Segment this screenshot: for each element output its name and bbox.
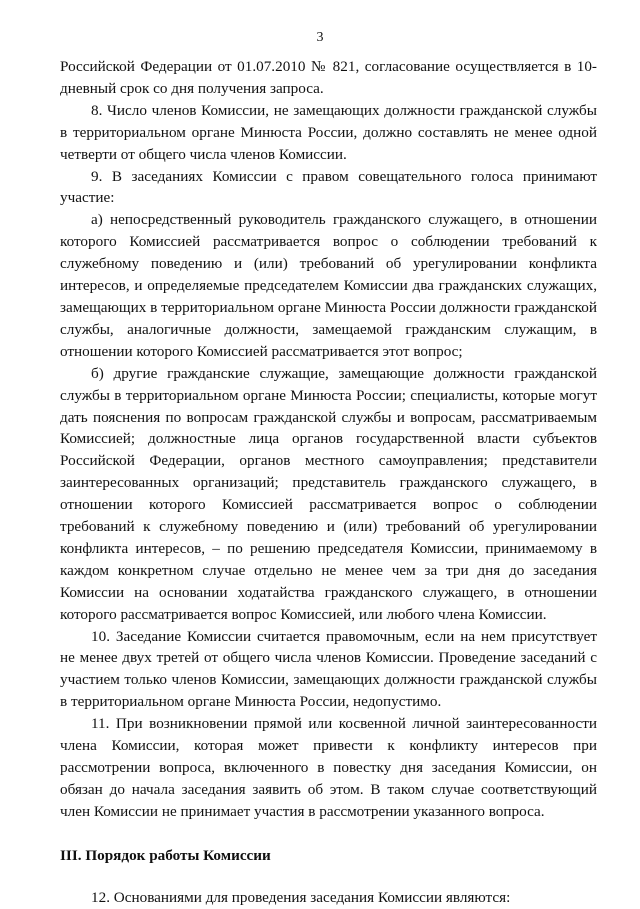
paragraph-9b: б) другие гражданские служащие, замещающие должности гражданской службы в территориальном органе Минюста России; специалисты, которые могут дать пояснения по вопросам гражданской службы и вопросам, рассматриваемым Комиссией; должностные лица органов государственной власти субъектов Российской Федерации, органов местного самоуправления; представители заинтересованных организаций; представитель гражданского служащего, в отношении которого Комиссией рассматривается вопрос о соблюдении требований к служебному поведению и (или) требований об урегулировании конфликта интересов, – по решению председателя Комиссии, принимаемому в каждом конкретном случае отдельно не менее чем за три дня до заседания Комиссии на основании ходатайства гражданского служащего, в отношении которого рассматривается вопрос Комиссией, или любого члена Комиссии. — [60, 364, 597, 623]
section-heading: III. Порядок работы Комиссии — [60, 846, 271, 864]
paragraph-10: 10. Заседание Комиссии считается правомочным, если на нем присутствует не менее двух третей от общего числа членов Комиссии. Проведение заседаний с участием только членов Комиссии, замещающих должности гражданской службы в территориальном органе Минюста России, недопустимо. — [60, 627, 597, 711]
paragraph-11: 11. При возникновении прямой или косвенной личной заинтересованности члена Комиссии, которая может привести к конфликту интересов при рассмотрении вопроса, включенного в повестку дня заседания Комиссии, он обязан до начала заседания заявить об этом. В таком случае соответствующий член Комиссии не принимает участия в рассмотрении указанного вопроса. — [60, 715, 597, 820]
document-body — [60, 56, 597, 909]
page-number: 3 — [316, 30, 324, 45]
paragraph-12: 12. Основаниями для проведения заседания Комиссии являются: — [91, 888, 511, 906]
paragraph-8: 8. Число членов Комиссии, не замещающих должности гражданской службы в территориальном органе Минюста России, должно составлять не менее одной четверти от общего числа членов Комиссии. — [60, 101, 597, 163]
paragraph-continuation: Российской Федерации от 01.07.2010 № 821, согласование осуществляется в 10-дневный срок со дня получения запроса. — [60, 58, 597, 97]
paragraph-9a: а) непосредственный руководитель гражданского служащего, в отношении которого Комиссией рассматривается вопрос о соблюдении требований к служебному поведению и (или) требований об урегулировании конфликта интересов, и определяемые председателем Комиссии два гражданских служащих, замещающих в территориальном органе Минюста России должности гражданской службы, аналогичные должности, замещаемой гражданским служащим, в отношении которого Комиссией рассматривается этот вопрос; — [60, 211, 597, 360]
paragraph-9: 9. В заседаниях Комиссии с правом совещательного голоса принимают участие: — [60, 167, 597, 207]
